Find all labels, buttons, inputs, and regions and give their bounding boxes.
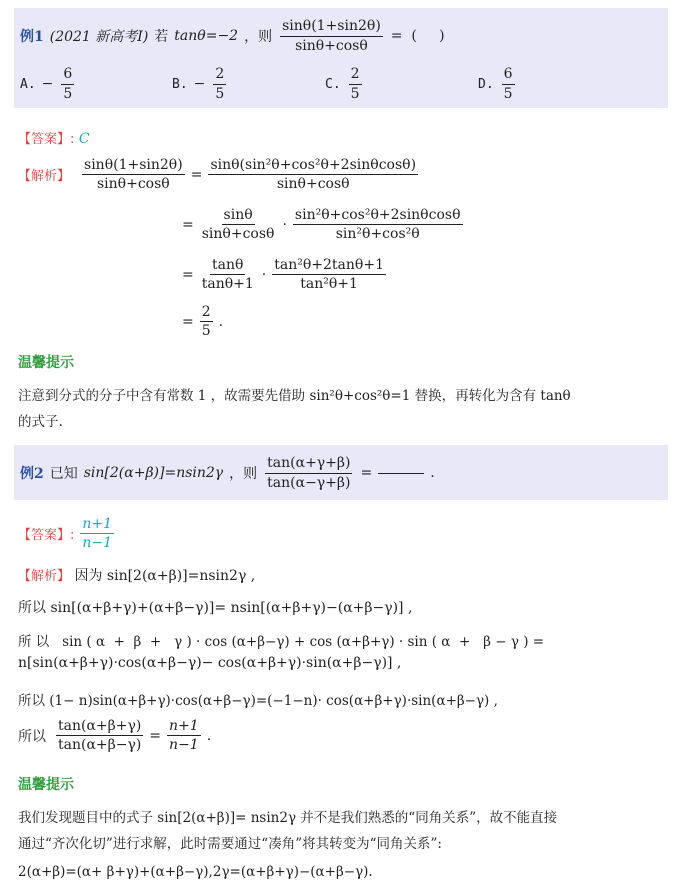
example-1-tail: = ( ) [390,28,445,44]
option-letter: C. [325,76,341,92]
fraction-numerator: sinθ(1+sin2θ) [280,18,383,36]
example-2-condition: sin[2(α+β)]=nsin2γ [83,465,224,481]
fraction-numerator: tan(α+γ+β) [265,455,352,473]
step-denominator: tan²θ+1 [300,276,358,293]
example-2-then: ，则 [229,466,258,482]
example-1-question [20,14,445,58]
example-1-analysis-step-3: = $\frac{\tan\theta}{\tan\theta+1}$ · $\frac{\text{tan²θ+2tanθ+1}}{\text{tan²θ+1}}$ [182,257,384,293]
step-denominator: sin²θ+cos²θ [335,226,420,243]
answer-numerator: n+1 [80,516,114,534]
example-2-analysis-line-5: 所以 (1− n)sin(α+β+γ)·cos(α+β−γ)=(−1−n)· cos(α+β+γ)·sin(α+β−γ) , [18,693,498,709]
example-1-analysis-step-1: 【解析】 $\frac{\sin\theta(1+\sin 2\theta)}{\sin\theta+\cos\theta}$ = $\frac{\text{sinθ(sin²θ+cos²θ+2sinθcosθ)}}{\sin\theta+\cos\theta}$ [18,157,417,193]
step-numerator: tan²θ+2tanθ+1 [272,257,386,275]
option-b [172,64,228,104]
step-numerator: tanθ [210,257,245,275]
example-2-label: 例2 [20,466,44,482]
example-2-analysis-line-2: 所以 sin[(α+β+γ)+(α+β−γ)]= nsin[(α+β+γ)−(α+β−γ)] , [18,600,413,616]
analysis-label: 【解析】 [18,169,71,185]
option-numerator: 2 [213,66,226,84]
analysis-prefix: 所以 [18,728,46,745]
step-denominator: sinθ+cosθ [201,226,275,243]
step-denominator: n−1 [169,737,199,754]
example-2-question: 例2 已知 sin[2(α+β)]=nsin2γ ，则 $\frac{\tan(\alpha+\gamma+\beta)}{\tan(\alpha-\gamma+\beta)}$ = . [20,455,435,491]
step-numerator: 2 [200,304,213,322]
example-2-analysis-line-3: 所 以 sin ( α + β + γ ) · cos (α+β−γ) + cos (α+β+γ) · sin ( α + β − γ ) = [18,634,545,650]
example-1-tip-line-2: 的式子. [18,414,63,430]
fraction-denominator: tan(α−γ+β) [267,474,351,491]
example-2-analysis-line-4: n[sin(α+β+γ)·cos(α+β−γ)− cos(α+β+γ)·sin(α+β−γ)] , [18,655,402,671]
step-numerator: sinθ [222,207,255,225]
example-2-tip-title: 温馨提示 [18,777,74,793]
option-numerator: 2 [349,66,362,84]
example-2-eq: = [360,465,373,481]
example-2-fraction [265,455,352,490]
option-c [325,64,364,104]
example-1-tip-title: 温馨提示 [18,355,74,371]
option-denominator: 5 [350,85,360,102]
example-1-analysis-step-4: = $\frac{2}{5}$ . [182,304,224,340]
example-2-analysis-line-6: 所以 $\frac{\tan(\alpha+\beta+\gamma)}{\tan(\alpha+\beta-\gamma)}$ = $\frac{n+1}{n-1}$ . [18,718,212,754]
example-2-tip-line-2: 通过“齐次化切”进行求解，此时需要通过“凑角”将其转变为“同角关系”: [18,836,442,852]
example-1-then: ，则 [244,29,273,45]
example-2-tip-line-3: 2(α+β)=(α+ β+γ)+(α+β−γ),2γ=(α+β+γ)−(α+β−γ). [18,864,373,880]
option-a [20,64,76,104]
analysis-label: 【解析】 [18,569,71,584]
option-letter: B. [172,76,188,92]
answer-label: 【答案】: [18,528,75,544]
step-numerator: sinθ(sin²θ+cos²θ+2sinθcosθ) [208,157,418,175]
answer-blank [378,473,424,474]
answer-label: 【答案】: [18,132,75,147]
example-1-if: 若 [154,29,169,45]
option-d [478,64,517,104]
option-numerator: 6 [502,66,515,84]
step-numerator: sin²θ+cos²θ+2sinθcosθ [293,207,463,225]
example-2-answer [18,516,116,551]
answer-value: C [78,131,90,147]
option-letter: A. [20,76,36,92]
example-1-analysis-step-2: = $\frac{\sin\theta}{\sin\theta+\cos\theta}$ · $\frac{\text{sin²θ+cos²θ+2sinθcosθ}}{\text{sin²θ+cos²θ}}$ [182,207,461,243]
step-numerator: n+1 [167,718,201,736]
example-2-tip-line-1: 我们发现题目中的式子 sin[2(α+β)]= nsin2γ 并不是我们熟悉的“同角关系”，故不能直接 [18,810,558,826]
option-denominator: 5 [503,85,513,102]
example-1-source: (2021 新高考I) [49,29,149,45]
example-1-fraction [280,18,383,53]
example-1-options [20,64,660,104]
option-letter: D. [478,76,494,92]
example-1-label: 例1 [20,29,44,45]
option-denominator: 5 [63,85,73,102]
option-sign: − [193,76,206,92]
option-sign: − [41,76,54,92]
step-denominator: tan(α+β−γ) [58,737,142,754]
fraction-denominator: sinθ+cosθ [295,37,368,54]
answer-denominator: n−1 [82,535,113,552]
step-numerator: tan(α+β+γ) [56,718,143,736]
step-denominator: sinθ+cosθ [96,176,170,193]
step-denominator: sinθ+cosθ [276,176,350,193]
option-denominator: 5 [215,85,225,102]
analysis-eq: = [149,727,162,744]
step-denominator: tanθ+1 [201,276,254,293]
example-2-analysis-line-1 [18,565,255,585]
analysis-text: 因为 sin[2(α+β)]=nsin2γ , [74,568,256,584]
step-numerator: sinθ(1+sin2θ) [82,157,185,175]
example-2-prefix: 已知 [49,466,78,482]
option-numerator: 6 [61,66,74,84]
example-1-tip-line-1: 注意到分式的分子中含有常数 1 ，故需要先借助 sin²θ+cos²θ=1 替换，再转化为含有 tanθ [18,388,571,404]
example-1-answer [18,128,90,147]
step-denominator: 5 [201,323,211,340]
example-1-condition: tanθ=−2 [174,28,239,44]
